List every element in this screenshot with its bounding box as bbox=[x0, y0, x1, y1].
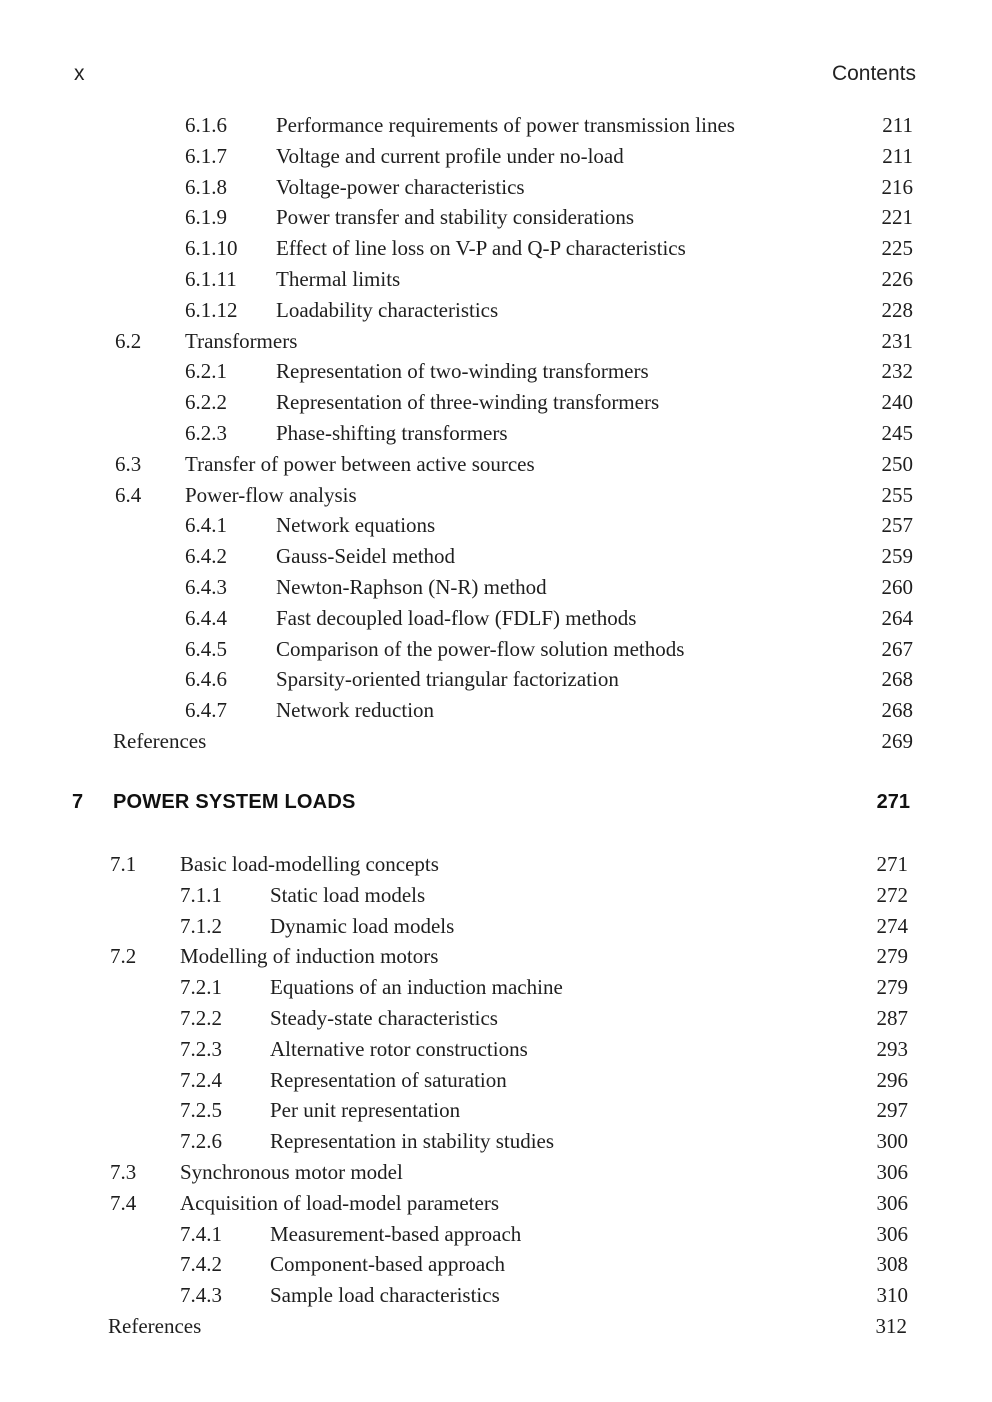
section-title: Sparsity-oriented triangular factorization bbox=[276, 667, 619, 692]
section-title: Sample load characteristics bbox=[270, 1283, 500, 1308]
section-title: Network equations bbox=[276, 513, 436, 538]
page-number: 271 bbox=[876, 852, 908, 876]
toc-entry[interactable] bbox=[0, 1157, 992, 1187]
page-number: 306 bbox=[876, 1221, 908, 1246]
page-number: 226 bbox=[881, 267, 913, 291]
page-number: 274 bbox=[876, 913, 908, 938]
page-number: 255 bbox=[881, 482, 913, 507]
section-number: 7.2.2 bbox=[180, 1006, 222, 1030]
section-title: Transformers bbox=[185, 328, 298, 353]
section-number: 6.2.3 bbox=[185, 421, 227, 445]
page-number: 312 bbox=[875, 1314, 907, 1338]
toc-entry[interactable] bbox=[0, 664, 992, 694]
page-number: 308 bbox=[876, 1252, 908, 1277]
page-number: 269 bbox=[881, 729, 913, 753]
page-number: 306 bbox=[876, 1190, 908, 1215]
section-number: 7.4.1 bbox=[180, 1221, 222, 1246]
page-number: 300 bbox=[876, 1129, 908, 1154]
section-title: Comparison of the power-flow solution methods bbox=[276, 636, 685, 661]
page-number: 310 bbox=[876, 1283, 908, 1308]
section-title: Power-flow analysis bbox=[185, 482, 357, 507]
page-number: 240 bbox=[881, 390, 913, 415]
page-number: 232 bbox=[881, 359, 913, 384]
section-title: Representation in stability studies bbox=[270, 1129, 555, 1154]
toc-entry[interactable] bbox=[0, 634, 992, 664]
toc-entry[interactable] bbox=[0, 449, 992, 479]
section-number: 6.2 bbox=[115, 328, 142, 353]
toc-entry[interactable] bbox=[0, 603, 992, 633]
toc-entry[interactable] bbox=[0, 141, 992, 171]
section-number: 6.1.11 bbox=[185, 267, 237, 291]
toc-entry[interactable] bbox=[0, 1249, 992, 1279]
section-title: Measurement-based approach bbox=[270, 1221, 522, 1246]
section-title: Performance requirements of power transmission lines bbox=[276, 113, 735, 137]
section-number: 6.4.2 bbox=[185, 544, 227, 569]
section-number: 6.2.1 bbox=[185, 359, 227, 384]
toc-entry[interactable] bbox=[0, 972, 992, 1002]
section-title: Component-based approach bbox=[270, 1252, 506, 1277]
section-number: 7.1.2 bbox=[180, 913, 222, 938]
page-number: 268 bbox=[881, 698, 913, 723]
section-number: 7.2.1 bbox=[180, 975, 222, 1000]
section-title: Power transfer and stability considerations bbox=[276, 205, 635, 230]
chapter-page: 271 bbox=[876, 791, 910, 813]
page-number: 257 bbox=[881, 513, 913, 538]
section-number: 6.2.2 bbox=[185, 390, 227, 415]
toc-references[interactable] bbox=[0, 1311, 992, 1341]
section-number: 7.4.2 bbox=[180, 1252, 222, 1277]
page-number: x bbox=[74, 62, 85, 85]
toc-entry[interactable] bbox=[0, 1034, 992, 1064]
section-title: Representation of three-winding transformers bbox=[276, 390, 660, 415]
page-number: 279 bbox=[876, 944, 908, 969]
toc-entry[interactable] bbox=[0, 510, 992, 540]
section-number: 7.4.3 bbox=[180, 1283, 222, 1308]
section-number: 6.1.6 bbox=[185, 113, 227, 137]
page-number: 267 bbox=[881, 636, 913, 661]
page-number: 306 bbox=[876, 1160, 908, 1184]
section-title: Per unit representation bbox=[270, 1098, 461, 1123]
section-number: 6.4.3 bbox=[185, 575, 227, 599]
page-number: 211 bbox=[882, 113, 913, 137]
section-title: Transfer of power between active sources bbox=[185, 451, 535, 476]
section-number: 6.3 bbox=[115, 451, 142, 476]
section-title: Voltage and current profile under no-load bbox=[276, 143, 624, 168]
section-title: References bbox=[113, 729, 207, 753]
chapter-title: POWER SYSTEM LOADS bbox=[113, 791, 356, 813]
toc-entry[interactable] bbox=[0, 202, 992, 232]
section-title: Representation of saturation bbox=[270, 1067, 507, 1092]
section-title: Effect of line loss on V-P and Q-P characteristics bbox=[276, 236, 686, 261]
section-title: Phase-shifting transformers bbox=[276, 421, 508, 445]
page-number: 228 bbox=[881, 297, 913, 322]
section-number: 6.4.1 bbox=[185, 513, 227, 538]
toc-entry[interactable] bbox=[0, 941, 992, 971]
toc-entry[interactable] bbox=[0, 480, 992, 510]
section-number: 6.4.7 bbox=[185, 698, 227, 723]
toc-entry[interactable] bbox=[0, 1219, 992, 1249]
running-title: Contents bbox=[831, 62, 916, 85]
section-number: 6.1.10 bbox=[185, 236, 238, 261]
toc-entry[interactable] bbox=[0, 880, 992, 910]
toc-entry[interactable] bbox=[0, 1126, 992, 1156]
section-number: 7.2.3 bbox=[180, 1036, 222, 1061]
section-number: 7.3 bbox=[110, 1160, 137, 1184]
page-number: 287 bbox=[876, 1006, 908, 1030]
section-title: Representation of two-winding transformers bbox=[276, 359, 649, 384]
page-number: 225 bbox=[881, 236, 913, 261]
page-number: 250 bbox=[881, 451, 913, 476]
section-title: Gauss-Seidel method bbox=[276, 544, 456, 569]
section-number: 7.2.6 bbox=[180, 1129, 222, 1154]
toc-entry[interactable] bbox=[0, 1095, 992, 1125]
page-number: 297 bbox=[876, 1098, 908, 1123]
section-title: References bbox=[108, 1314, 202, 1338]
toc-entry[interactable] bbox=[0, 264, 992, 294]
section-title: Equations of an induction machine bbox=[270, 975, 563, 1000]
section-number: 6.1.7 bbox=[185, 143, 227, 168]
toc-entry[interactable] bbox=[0, 849, 992, 879]
page-number: 272 bbox=[876, 882, 908, 907]
toc-entry[interactable] bbox=[0, 295, 992, 325]
toc-entry[interactable] bbox=[0, 233, 992, 263]
section-title: Fast decoupled load-flow (FDLF) methods bbox=[276, 605, 637, 630]
toc-entry[interactable] bbox=[0, 1280, 992, 1310]
section-title: Network reduction bbox=[276, 698, 435, 723]
section-number: 6.4.6 bbox=[185, 667, 227, 692]
chapter-number: 7 bbox=[72, 791, 84, 813]
toc-entry[interactable] bbox=[0, 110, 992, 140]
toc-entry[interactable] bbox=[0, 418, 992, 448]
section-title: Loadability characteristics bbox=[276, 297, 499, 322]
toc-entry[interactable] bbox=[0, 356, 992, 386]
toc-entry[interactable] bbox=[0, 387, 992, 417]
toc-entry[interactable] bbox=[0, 541, 992, 571]
section-number: 6.1.9 bbox=[185, 205, 227, 230]
section-title: Dynamic load models bbox=[270, 913, 455, 938]
toc-entry[interactable] bbox=[0, 572, 992, 602]
section-number: 6.4 bbox=[115, 482, 142, 507]
section-number: 7.1.1 bbox=[180, 882, 222, 907]
section-title: Static load models bbox=[270, 882, 426, 907]
page-number: 245 bbox=[881, 421, 913, 445]
section-number: 6.4.5 bbox=[185, 636, 227, 661]
toc-entry[interactable] bbox=[0, 911, 992, 941]
page-number: 216 bbox=[881, 174, 913, 199]
page-number: 259 bbox=[881, 544, 913, 569]
page-number: 264 bbox=[881, 605, 913, 630]
toc-entry[interactable] bbox=[0, 1188, 992, 1218]
section-title: Alternative rotor constructions bbox=[270, 1036, 528, 1061]
section-number: 6.1.12 bbox=[185, 297, 238, 322]
page-number: 231 bbox=[881, 328, 913, 353]
section-title: Synchronous motor model bbox=[180, 1160, 403, 1184]
page-number: 279 bbox=[876, 975, 908, 1000]
section-number: 7.2.4 bbox=[180, 1067, 222, 1092]
toc-references[interactable] bbox=[0, 726, 992, 756]
section-number: 7.2 bbox=[110, 944, 137, 969]
page-number: 260 bbox=[881, 575, 913, 599]
section-title: Basic load-modelling concepts bbox=[180, 852, 439, 876]
page-number: 221 bbox=[881, 205, 913, 230]
section-title: Thermal limits bbox=[276, 267, 401, 291]
toc-entry[interactable] bbox=[0, 1065, 992, 1095]
section-number: 6.4.4 bbox=[185, 605, 227, 630]
section-number: 7.2.5 bbox=[180, 1098, 222, 1123]
toc-entry[interactable] bbox=[0, 695, 992, 725]
toc-entry[interactable] bbox=[0, 172, 992, 202]
section-title: Voltage-power characteristics bbox=[276, 174, 525, 199]
section-title: Modelling of induction motors bbox=[180, 944, 439, 969]
page-number: 293 bbox=[876, 1036, 908, 1061]
page-number: 211 bbox=[882, 143, 913, 168]
section-number: 7.4 bbox=[110, 1190, 137, 1215]
toc-entry[interactable] bbox=[0, 1003, 992, 1033]
section-title: Newton-Raphson (N-R) method bbox=[276, 575, 547, 599]
section-title: Acquisition of load-model parameters bbox=[180, 1190, 499, 1215]
chapter-heading[interactable] bbox=[0, 786, 992, 818]
section-number: 7.1 bbox=[110, 852, 137, 876]
page-number: 296 bbox=[876, 1067, 908, 1092]
page-number: 268 bbox=[881, 667, 913, 692]
toc-entry[interactable] bbox=[0, 326, 992, 356]
section-number: 6.1.8 bbox=[185, 174, 227, 199]
section-title: Steady-state characteristics bbox=[270, 1006, 498, 1030]
